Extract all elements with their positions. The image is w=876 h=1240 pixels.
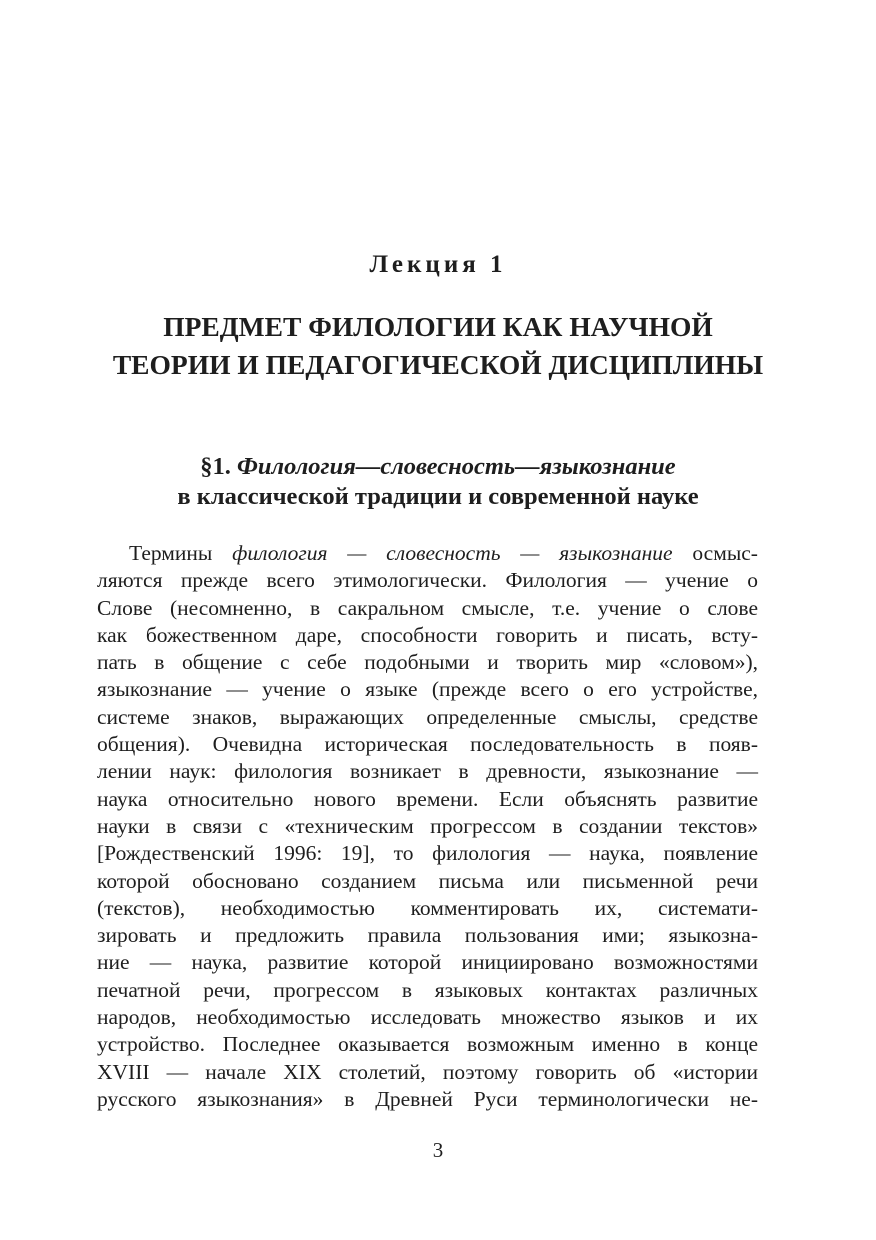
body-italic-terms: филология — словесность — языкознание: [232, 541, 673, 565]
body-line: народов, необходимостью исследовать множество языков и их: [97, 1005, 758, 1030]
body-line: которой обосновано созданием письма или письменной речи: [97, 868, 758, 893]
body-line: зировать и предложить правила пользования ими; языкозна-: [97, 923, 758, 948]
body-text-run: Термины: [129, 541, 233, 565]
chapter-title: [60, 308, 816, 384]
lecture-label: Лекция 1: [369, 251, 507, 278]
body-line: печатной речи, прогрессом в языковых контактах различных: [97, 977, 758, 1002]
body-line: Слове (несомненно, в сакральном смысле, т.е. учение о слове: [97, 595, 758, 620]
body-line: языкознание — учение о языке (прежде всего о его устройстве,: [97, 677, 758, 702]
section-title-italic: Филология—словесность—языкознание: [237, 453, 676, 480]
section-title: [60, 452, 816, 512]
body-line: русского языкознания» в Древней Руси терминологически не-: [97, 1086, 758, 1111]
body-text-run: осмыс-: [672, 541, 758, 565]
section-title-line-2: в классической традиции и современной науке: [177, 483, 699, 510]
body-line: системе знаков, выражающих определенные смыслы, средстве: [97, 704, 758, 729]
body-line: лении наук: филология возникает в древности, языкознание —: [97, 759, 758, 784]
body-line: ляются прежде всего этимологически. Филология — учение о: [97, 568, 758, 593]
body-line: пать в общение с себе подобными и творить мир «словом»),: [97, 650, 758, 675]
body-line: устройство. Последнее оказывается возможным именно в конце: [97, 1032, 758, 1057]
body-line: как божественном даре, способности говорить и писать, всту-: [97, 622, 758, 647]
body-line: общения). Очевидна историческая последовательность в появ-: [97, 732, 758, 757]
page-number: 3: [432, 1138, 444, 1162]
body-line: (текстов), необходимостью комментировать их, системати-: [97, 895, 758, 920]
body-line: XVIII — начале XIX столетий, поэтому говорить об «истории: [97, 1059, 758, 1084]
body-line: [97, 540, 758, 567]
chapter-title-line-1: ПРЕДМЕТ ФИЛОЛОГИИ КАК НАУЧНОЙ: [163, 311, 713, 342]
body-line: науки в связи с «техническим прогрессом в создании текстов»: [97, 813, 758, 838]
body-line: наука относительно нового времени. Если объяснять развитие: [97, 786, 758, 811]
body-line: [Рождественский 1996: 19], то филология — наука, появление: [97, 841, 758, 866]
body-paragraph: [97, 540, 758, 1113]
chapter-title-line-2: ТЕОРИИ И ПЕДАГОГИЧЕСКОЙ ДИСЦИПЛИНЫ: [112, 349, 764, 380]
body-line: ние — наука, развитие которой инициировано возможностями: [97, 950, 758, 975]
section-number: §1.: [200, 453, 231, 480]
